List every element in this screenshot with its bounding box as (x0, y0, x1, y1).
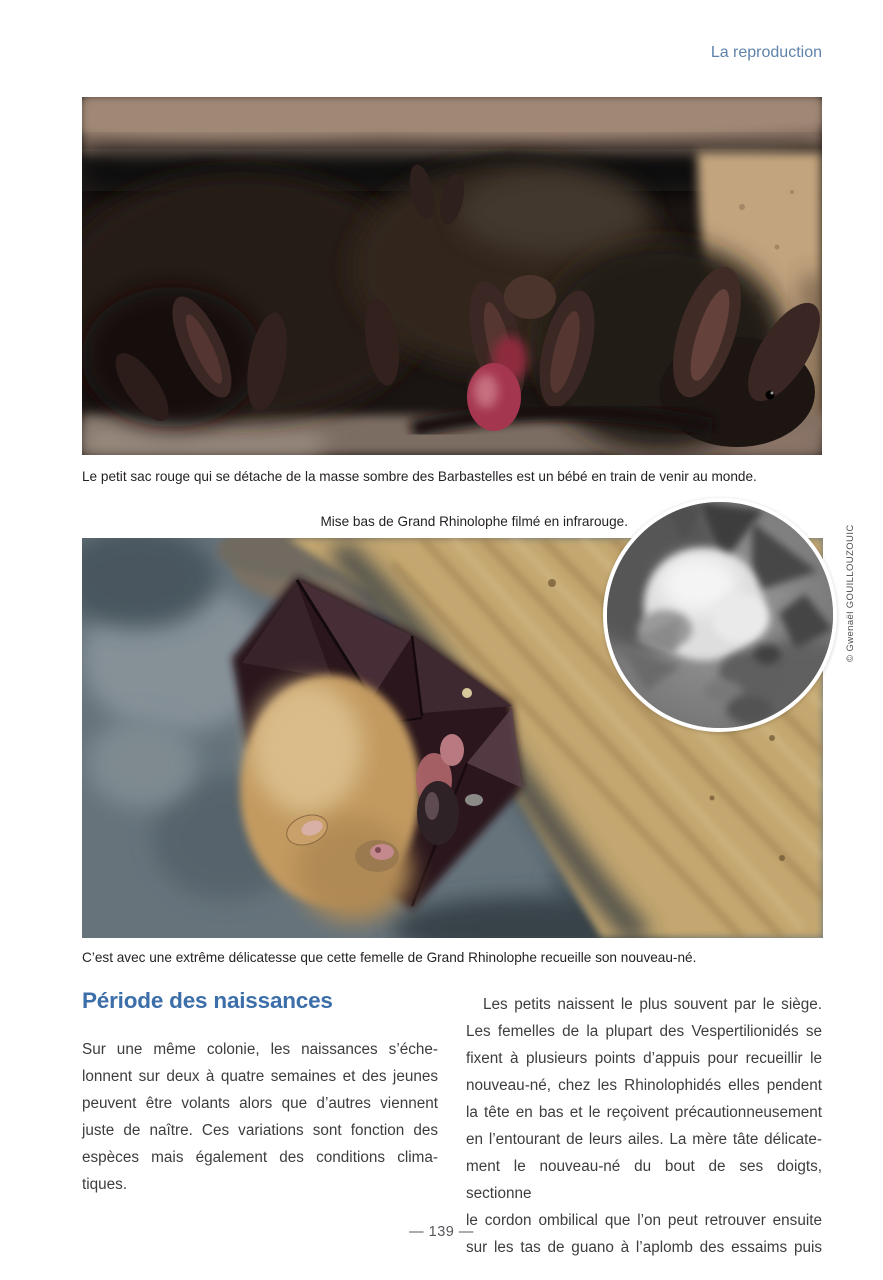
text-line: espèces mais également des conditions clima- (82, 1149, 438, 1166)
figure2-bottom-caption: C’est avec une extrême délicatesse que cette femelle de Grand Rhinolophe recueille son nouveau-né. (82, 950, 697, 965)
body-column-right (466, 991, 822, 1261)
barbastelles-colony-photo (82, 97, 822, 455)
section-heading: Période des naissances (82, 988, 333, 1013)
running-header: La reproduction (710, 44, 822, 61)
text-line: lonnent sur deux à quatre semaines et des jeunes (82, 1068, 438, 1085)
infrared-inset-photo (603, 498, 837, 732)
text-line: la tête en bas et le reçoivent précautionneusement (466, 1104, 822, 1121)
text-line: sur les tas de guano à l’aplomb des essaims puis (466, 1239, 822, 1256)
barbastelles-photo-illustration (82, 97, 822, 455)
text-line: ment le nouveau-né du bout de ses doigts, sectionne (466, 1158, 822, 1202)
text-line: tiques. (82, 1176, 128, 1193)
text-line: le cordon ombilical que l’on peut retrouver ensuite (466, 1212, 822, 1229)
infrared-inset-illustration (607, 502, 833, 728)
figure2-top-caption: Mise bas de Grand Rhinolophe filmé en infrarouge. (320, 514, 628, 529)
photo-credit: © Gwenaël GOUILLOUZOUIC (845, 524, 856, 662)
text-line: Les petits naissent le plus souvent par le siège. (483, 996, 822, 1013)
text-line: peuvent être volants alors que d’autres viennent (82, 1095, 438, 1112)
figure1-caption: Le petit sac rouge qui se détache de la masse sombre des Barbastelles est un bébé en train de venir au monde. (82, 469, 757, 484)
text-line: Les femelles de la plupart des Vespertilionidés se (466, 1023, 822, 1040)
text-line: Sur une même colonie, les naissances s’éche- (82, 1041, 438, 1058)
body-column-left (82, 1036, 438, 1198)
text-line: nouveau-né, chez les Rhinolophidés elles pendent (466, 1077, 822, 1094)
text-line: juste de naître. Ces variations sont fonction des (82, 1122, 438, 1139)
text-line: fixent à plusieurs points d’appuis pour recueillir le (466, 1050, 822, 1067)
text-line: en l’entourant de leurs ailes. La mère tâte délicate- (466, 1131, 822, 1148)
page-number: — 139 — (409, 1224, 474, 1240)
